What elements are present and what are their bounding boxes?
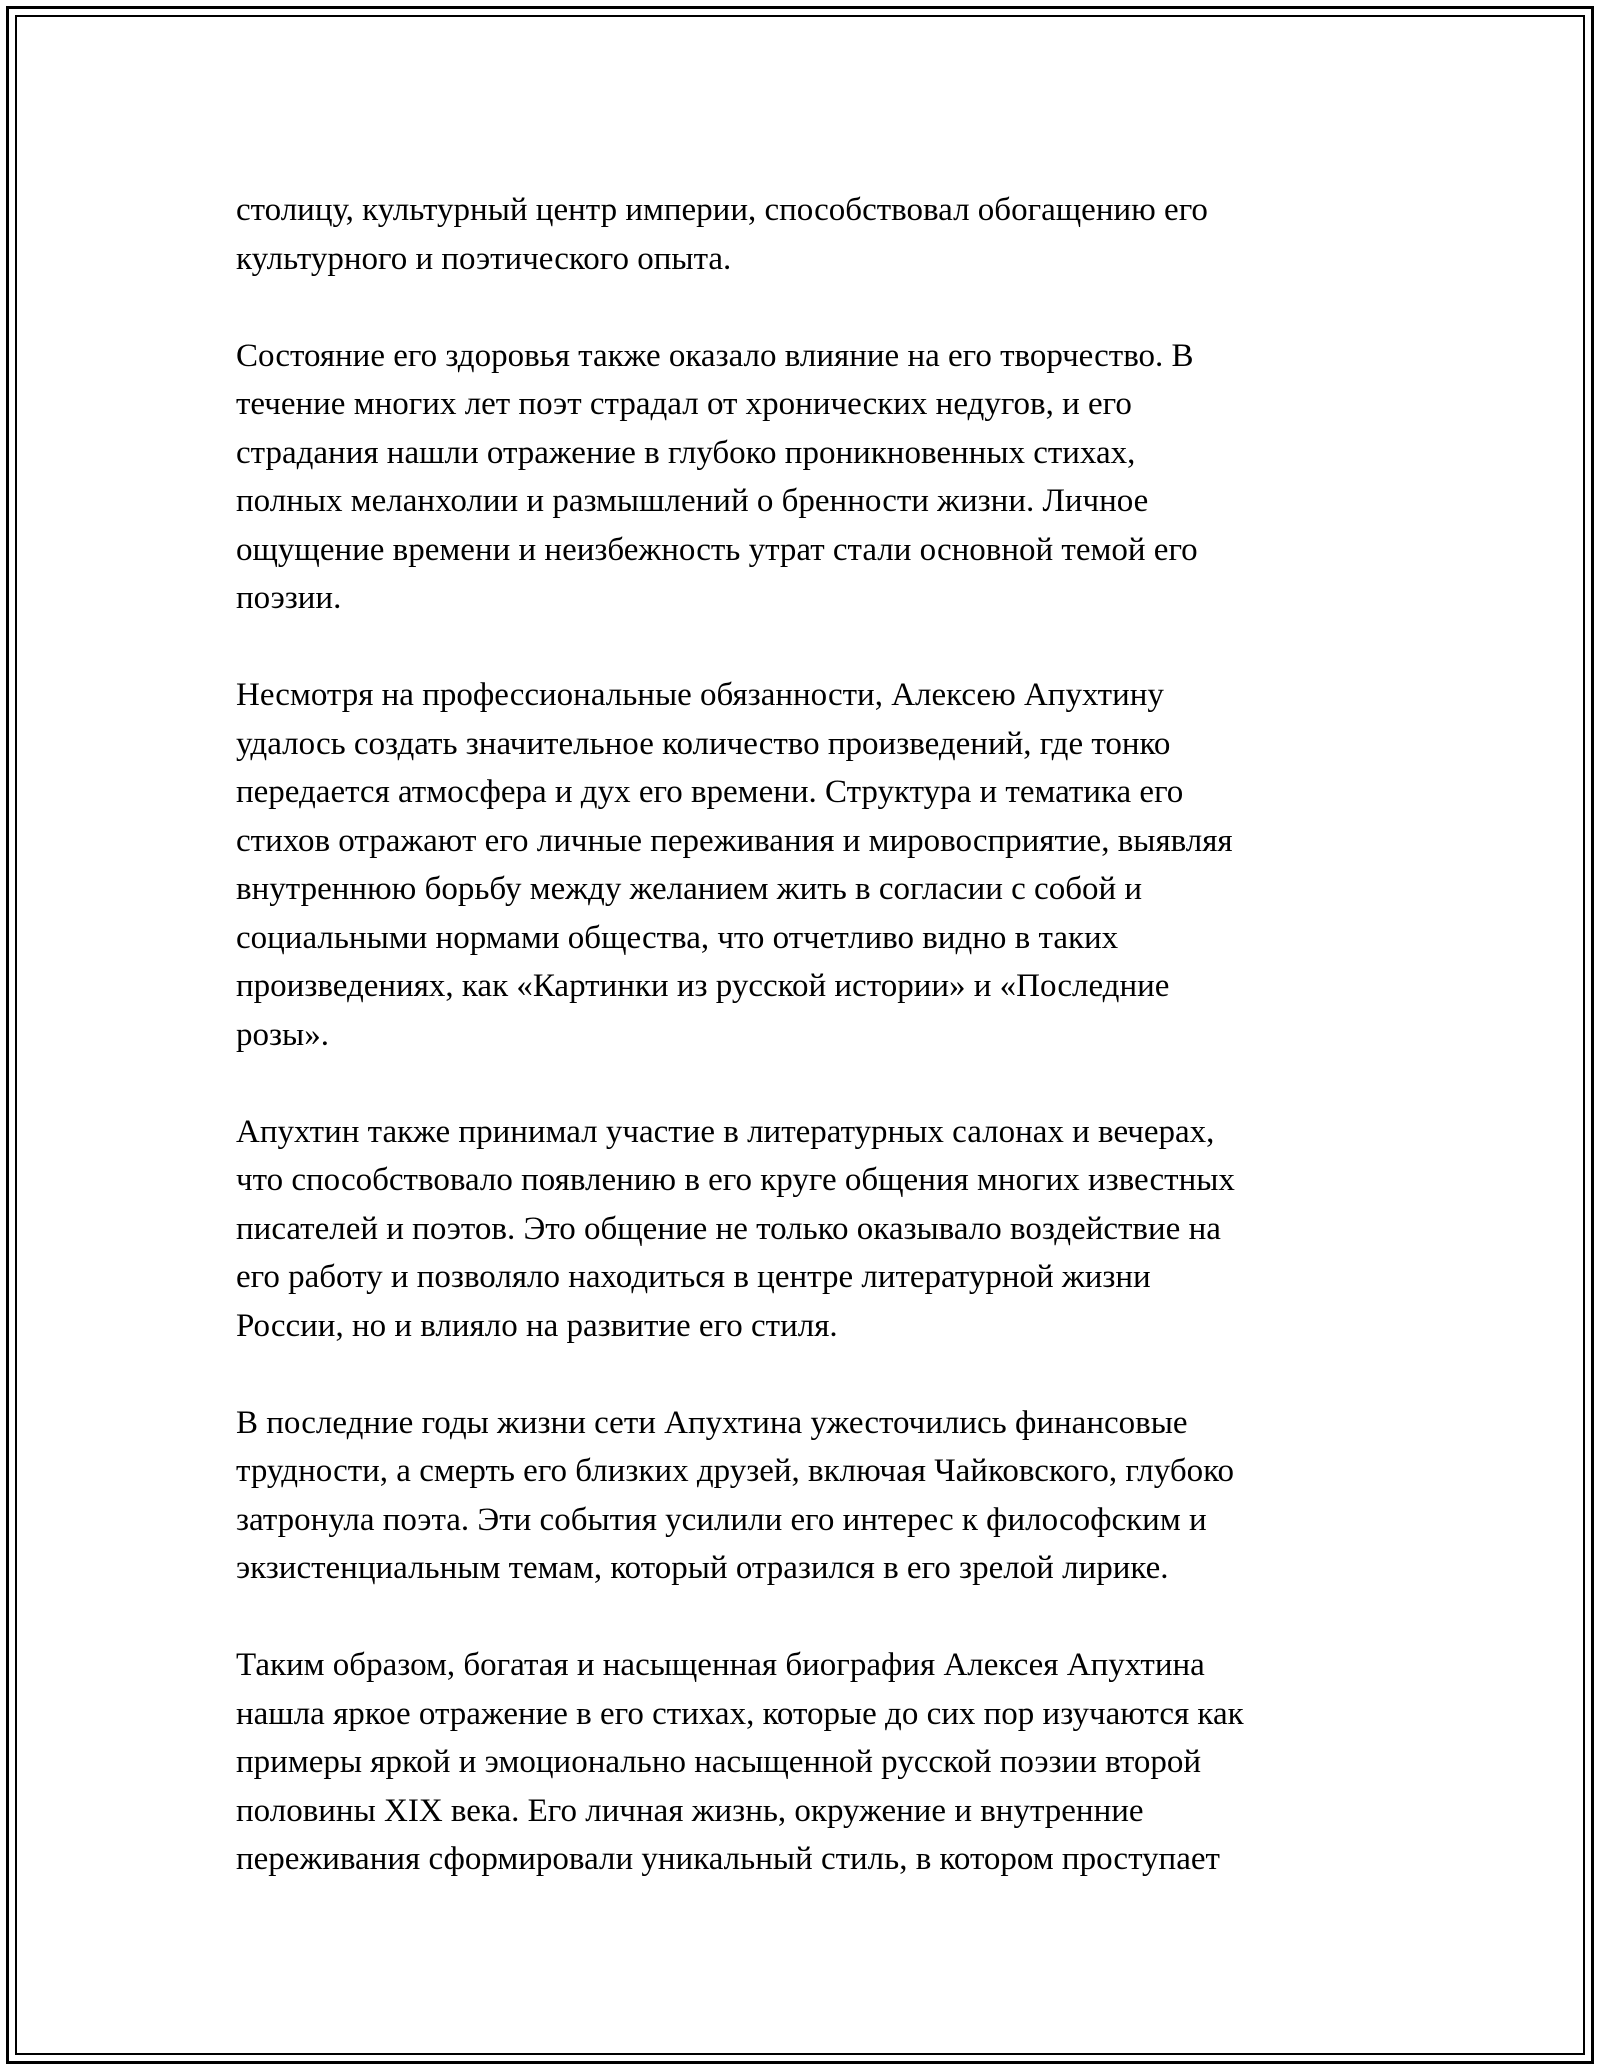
paragraph-6: Таким образом, богатая и насыщенная биография Алексея Апухтина нашла яркое отражение в его стихах, которые до сих пор изучаются как примеры яркой и эмоционально насыщенной русской поэзии второй половины XIX века. Его личная жизнь, окружение и внутренние переживания сформировали уникальный стиль, в котором проступает (236, 1647, 1244, 1877)
paragraph-3: Несмотря на профессиональные обязанности, Алексею Апухтину удалось создать значительное количество произведений, где тонко передается атмосфера и дух его времени. Структура и тематика его стихов отражают его личные переживания и мировосприятие, выявляя внутреннюю борьбу между желанием жить в согласии с собой и социальными нормами общества, что отчетливо видно в таких произведениях, как «Картинки из русской истории» и «Последние розы». (236, 677, 1233, 1053)
paragraph-5: В последние годы жизни сети Апухтина ужесточились финансовые трудности, а смерть его близких друзей, включая Чайковского, глубоко затронула поэта. Эти события усилили его интерес к философским и экзистенциальным темам, который отразился в его зрелой лирике. (236, 1404, 1234, 1586)
paragraph-4: Апухтин также принимал участие в литературных салонах и вечерах, что способствовало появлению в его круге общения многих известных писателей и поэтов. Это общение не только оказывало воздействие на его работу и позволяло находиться в центре литературной жизни России, но и влияло на развитие его стиля. (236, 1113, 1235, 1344)
paragraph-2: Состояние его здоровья также оказало влияние на его творчество. В течение многих лет поэт страдал от хронических недугов, и его страдания нашли отражение в глубоко проникновенных стихах, полных меланхолии и размышлений о бренности жизни. Личное ощущение времени и неизбежность утрат стали основной темой его поэзии. (236, 337, 1198, 616)
document-body (236, 186, 1416, 1932)
paragraph-1: столицу, культурный центр империи, способствовал обогащению его культурного и поэтического опыта. (236, 192, 1208, 277)
